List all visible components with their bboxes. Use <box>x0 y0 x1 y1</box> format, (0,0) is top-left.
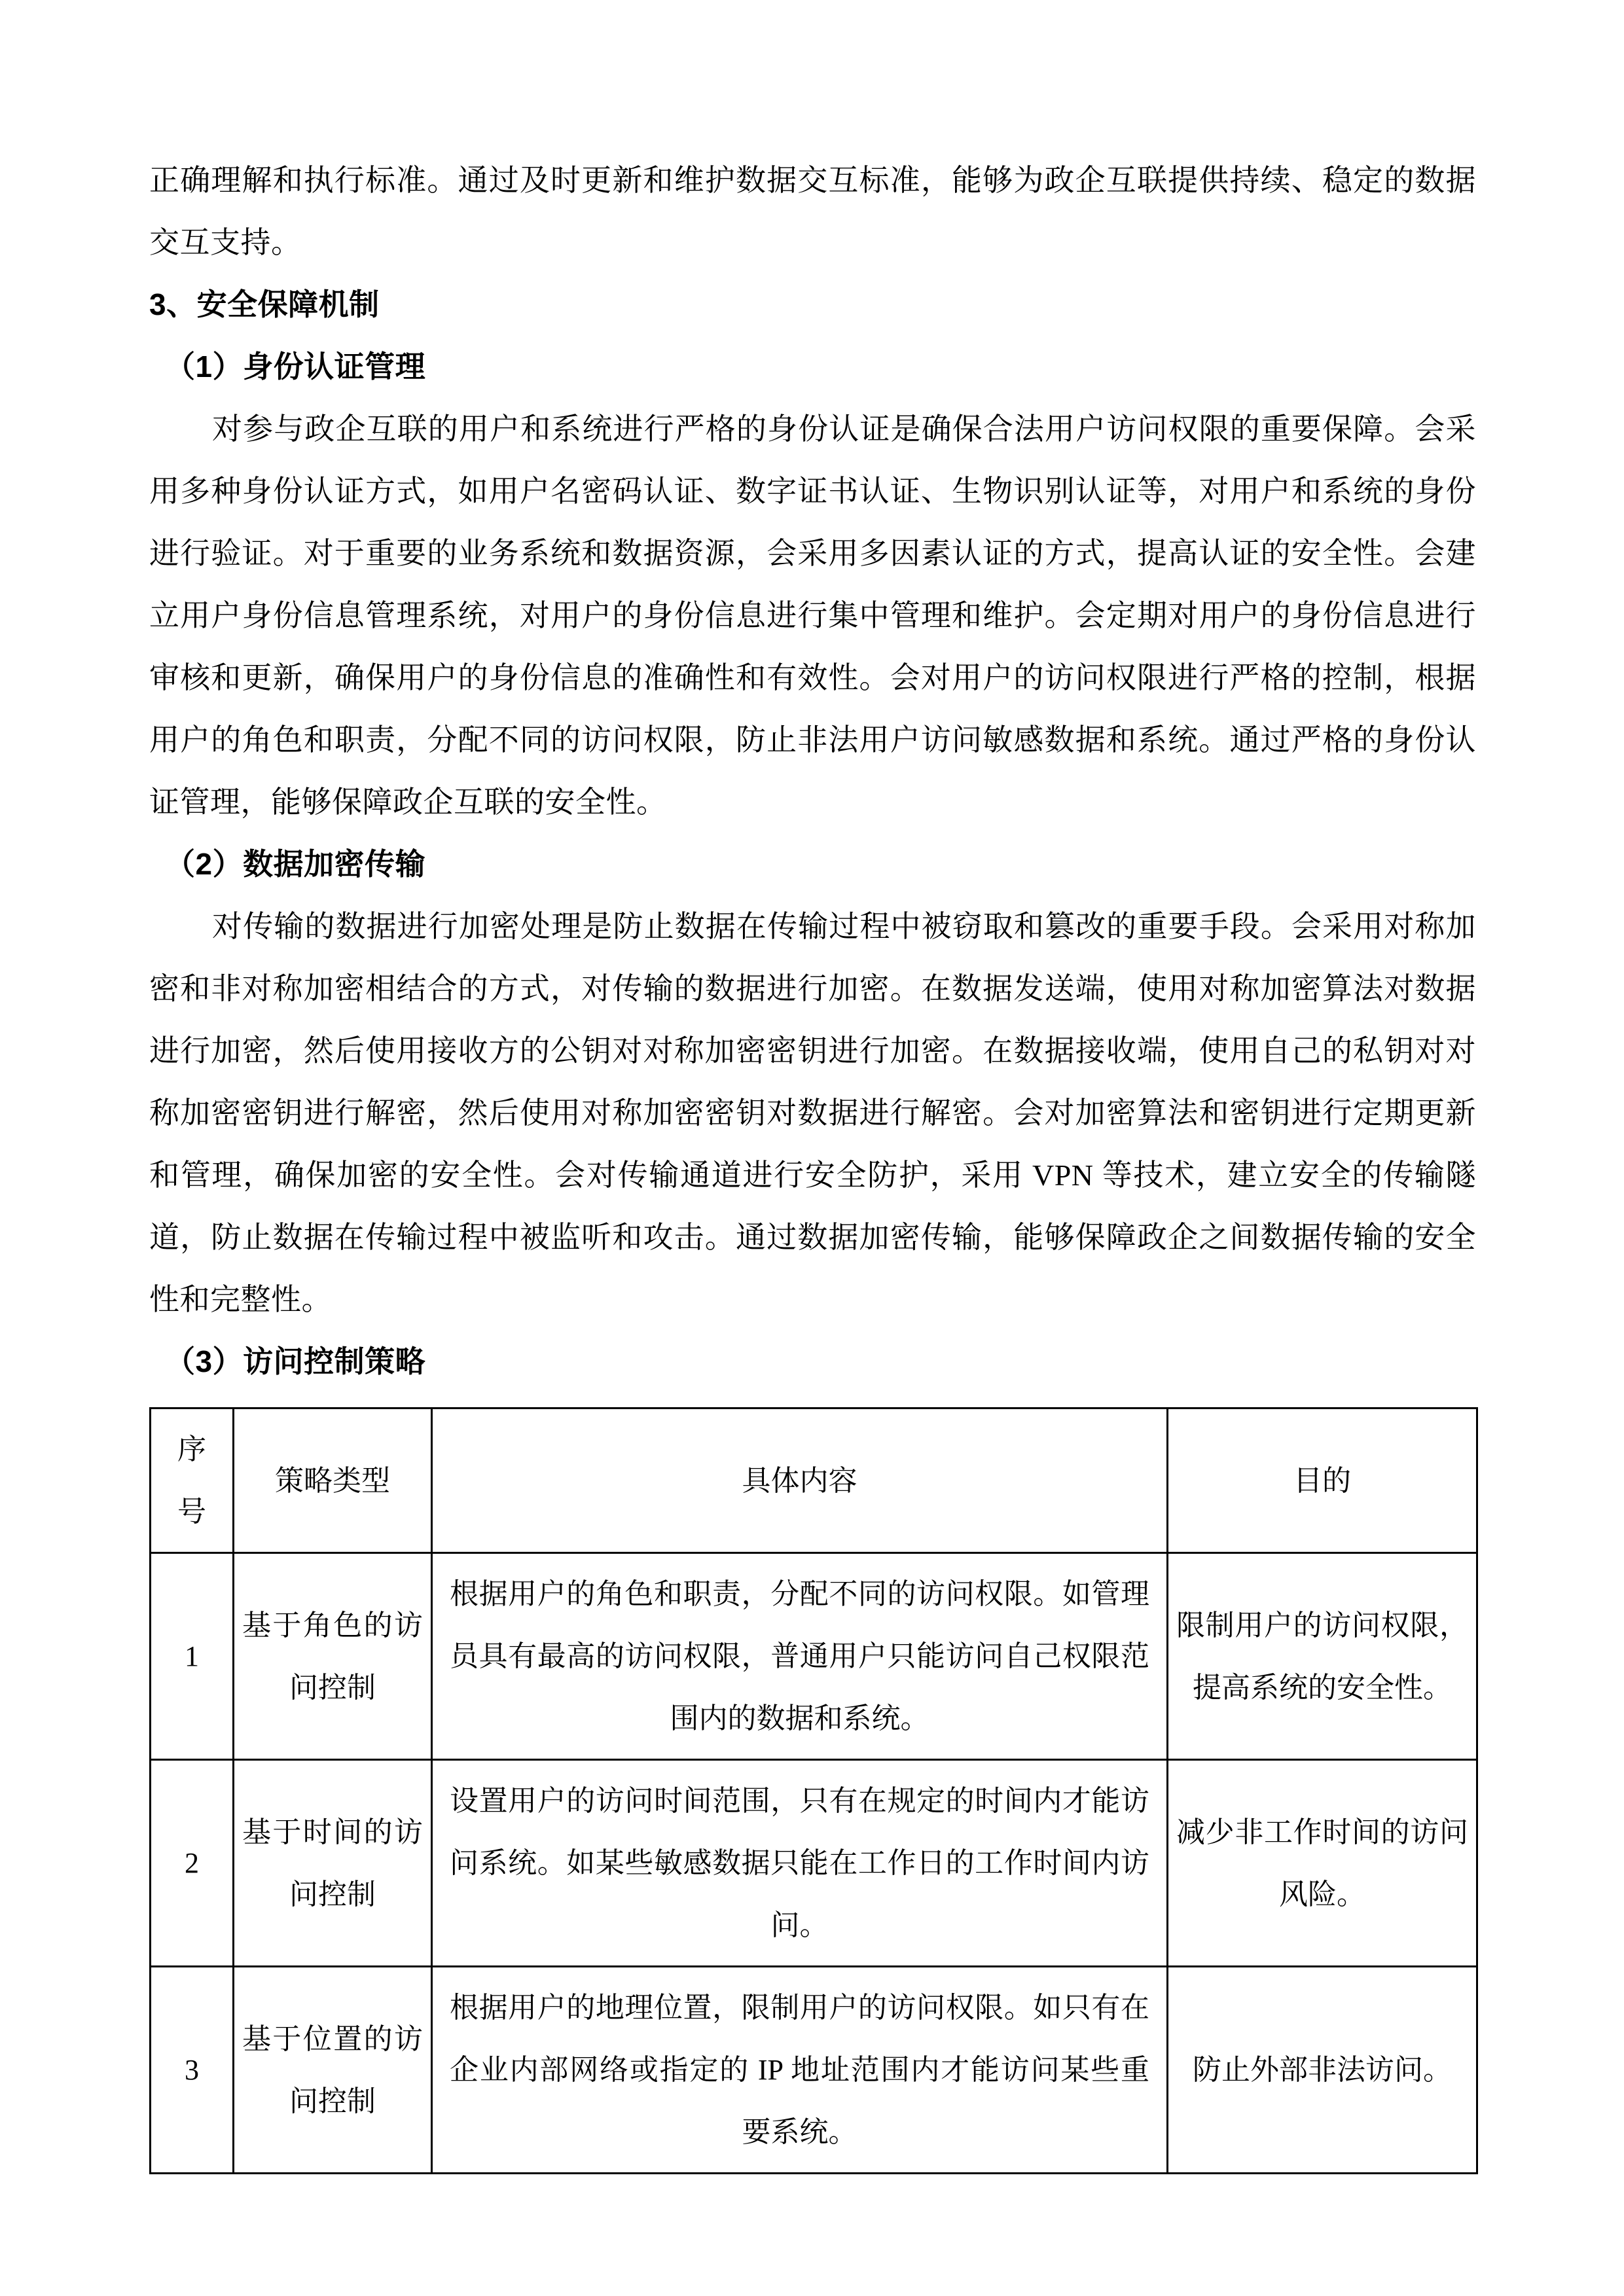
access-control-policy-table <box>149 1407 1478 2174</box>
table-row <box>151 1760 1477 1967</box>
column-header-no-line2: 号 <box>177 1496 206 1528</box>
cell-no: 1 <box>151 1553 234 1760</box>
cell-policy-type: 基于时间的访问控制 <box>234 1760 432 1967</box>
column-header-policy-type: 策略类型 <box>234 1408 432 1553</box>
table-row <box>151 1967 1477 2174</box>
cell-purpose: 限制用户的访问权限，提高系统的安全性。 <box>1168 1553 1477 1760</box>
subsection-heading-identity-authentication: （1）身份认证管理 <box>165 350 426 384</box>
cell-policy-type: 基于角色的访问控制 <box>234 1553 432 1760</box>
table-header-row <box>151 1408 1477 1553</box>
cell-policy-type: 基于位置的访问控制 <box>234 1967 432 2174</box>
subsection-heading-data-encryption: （2）数据加密传输 <box>165 847 426 881</box>
cell-details: 根据用户的角色和职责，分配不同的访问权限。如管理员具有最高的访问权限，普通用户只能访问自己权限范围内的数据和系统。 <box>432 1553 1168 1760</box>
subsection-heading-access-control: （3）访问控制策略 <box>165 1344 426 1378</box>
section-heading-security-mechanism: 3、安全保障机制 <box>149 287 380 321</box>
column-header-details: 具体内容 <box>432 1408 1168 1553</box>
cell-purpose: 减少非工作时间的访问风险。 <box>1168 1760 1477 1967</box>
table-row <box>151 1553 1477 1760</box>
cell-purpose: 防止外部非法访问。 <box>1168 1967 1477 2174</box>
paragraph-intro: 正确理解和执行标准。通过及时更新和维护数据交互标准，能够为政企互联提供持续、稳定的数据交互支持。 <box>149 164 1476 259</box>
paragraph-data-encryption: 对传输的数据进行加密处理是防止数据在传输过程中被窃取和篡改的重要手段。会采用对称加密和非对称加密相结合的方式，对传输的数据进行加密。在数据发送端，使用对称加密算法对数据进行加密，然后使用接收方的公钥对对称加密密钥进行加密。在数据接收端，使用自己的私钥对对称加密密钥进行解密，然后使用对称加密密钥对数据进行解密。会对加密算法和密钥进行定期更新和管理，确保加密的安全性。会对传输通道进行安全防护，采用 VPN 等技术，建立安全的传输隧道，防止数据在传输过程中被监听和攻击。通过数据加密传输，能够保障政企之间数据传输的安全性和完整性。 <box>149 910 1476 1316</box>
cell-details: 根据用户的地理位置，限制用户的访问权限。如只有在企业内部网络或指定的 IP 地址范围内才能访问某些重要系统。 <box>432 1967 1168 2174</box>
column-header-no <box>151 1408 234 1553</box>
column-header-no-line1: 序 <box>177 1433 206 1465</box>
column-header-purpose: 目的 <box>1168 1408 1477 1553</box>
paragraph-identity-authentication: 对参与政企互联的用户和系统进行严格的身份认证是确保合法用户访问权限的重要保障。会采用多种身份认证方式，如用户名密码认证、数字证书认证、生物识别认证等，对用户和系统的身份进行验证。对于重要的业务系统和数据资源，会采用多因素认证的方式，提高认证的安全性。会建立用户身份信息管理系统，对用户的身份信息进行集中管理和维护。会定期对用户的身份信息进行审核和更新，确保用户的身份信息的准确性和有效性。会对用户的访问权限进行严格的控制，根据用户的角色和职责，分配不同的访问权限，防止非法用户访问敏感数据和系统。通过严格的身份认证管理，能够保障政企互联的安全性。 <box>149 412 1476 819</box>
cell-details: 设置用户的访问时间范围，只有在规定的时间内才能访问系统。如某些敏感数据只能在工作日的工作时间内访问。 <box>432 1760 1168 1967</box>
cell-no: 2 <box>151 1760 234 1967</box>
cell-no: 3 <box>151 1967 234 2174</box>
